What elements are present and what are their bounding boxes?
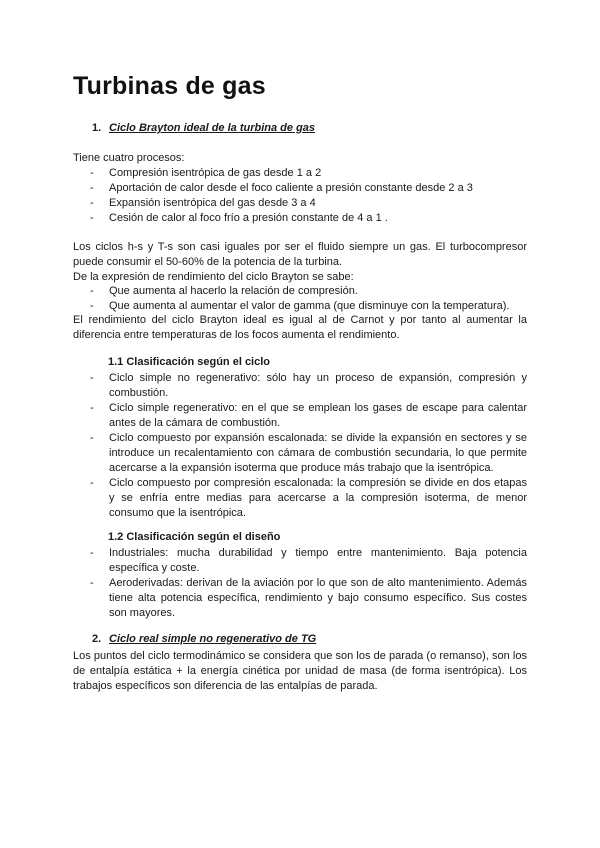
section-1-heading (92, 122, 315, 134)
section-1-number: 1. (92, 122, 102, 134)
subsection-1-2-heading: 1.2 Clasificación según el diseño (108, 531, 281, 543)
list-item: - Ciclo compuesto por expansión escalonada: se divide la expansión en sectores y se introduce un recalentamiento con cámara de combustión secundaria, lo que permite acercarse a la expansión isoterma que produce más trabajo que la isentrópica. (90, 431, 527, 476)
process-list (90, 166, 527, 226)
paragraph-hs-ts: Los ciclos h-s y T-s son casi iguales por ser el fluido siempre un gas. El turbocompresor puede consumir el 50-60% de la potencia de la turbina. (73, 241, 527, 268)
efficiency-list (90, 284, 527, 314)
list-item: - Ciclo simple regenerativo: en el que se emplean los gases de escape para calentar antes de la cámara de combustión. (90, 401, 527, 431)
section-1-title: Ciclo Brayton ideal de la turbina de gas (109, 122, 315, 134)
section-2-heading (92, 633, 316, 645)
subsection-1-1-heading: 1.1 Clasificación según el ciclo (108, 356, 271, 368)
list-item: - Ciclo simple no regenerativo: sólo hay un proceso de expansión, compresión y combustión. (90, 371, 527, 401)
list-item: - Expansión isentrópica del gas desde 3 a 4 (90, 196, 527, 211)
paragraph-rendimiento: De la expresión de rendimiento del ciclo Brayton se sabe: (73, 271, 354, 283)
paragraph-ciclo-real: Los puntos del ciclo termodinámico se considera que son los de parada (o remanso), son los de entalpía estática + la energía cinética por unidad de masa (de forma isentrópica). Los trabajos específicos son diferencia de las entalpías de parada. (73, 650, 527, 692)
page-title: Turbinas de gas (73, 72, 266, 100)
list-item: - Aportación de calor desde el foco caliente a presión constante desde 2 a 3 (90, 181, 527, 196)
section-2-title: Ciclo real simple no regenerativo de TG (109, 633, 317, 645)
list-item: - Que aumenta al aumentar el valor de gamma (que disminuye con la temperatura). (90, 299, 527, 314)
cycle-classification-list (90, 371, 527, 521)
list-item: - Aeroderivadas: derivan de la aviación por lo que son de alto mantenimiento. Además tiene alta potencia específica, rendimiento y bajo consumo específico. Sus costes son mayores. (90, 576, 527, 621)
list-item: - Industriales: mucha durabilidad y tiempo entre mantenimiento. Baja potencia específica y coste. (90, 546, 527, 576)
intro-text: Tiene cuatro procesos: (73, 152, 185, 164)
list-item: - Compresión isentrópica de gas desde 1 a 2 (90, 166, 527, 181)
list-item: - Ciclo compuesto por compresión escalonada: la compresión se divide en dos etapas y se enfría entre medias para acercarse a la compresión isoterma, de menor consumo que la isentrópica. (90, 476, 527, 521)
list-item: - Que aumenta al hacerlo la relación de compresión. (90, 284, 527, 299)
paragraph-carnot: El rendimiento del ciclo Brayton ideal es igual al de Carnot y por tanto al aumentar la diferencia entre temperaturas de los focos aumenta el rendimiento. (73, 314, 527, 341)
design-classification-list (90, 546, 527, 621)
list-item: - Cesión de calor al foco frío a presión constante de 4 a 1 . (90, 211, 527, 226)
section-2-number: 2. (92, 633, 102, 645)
